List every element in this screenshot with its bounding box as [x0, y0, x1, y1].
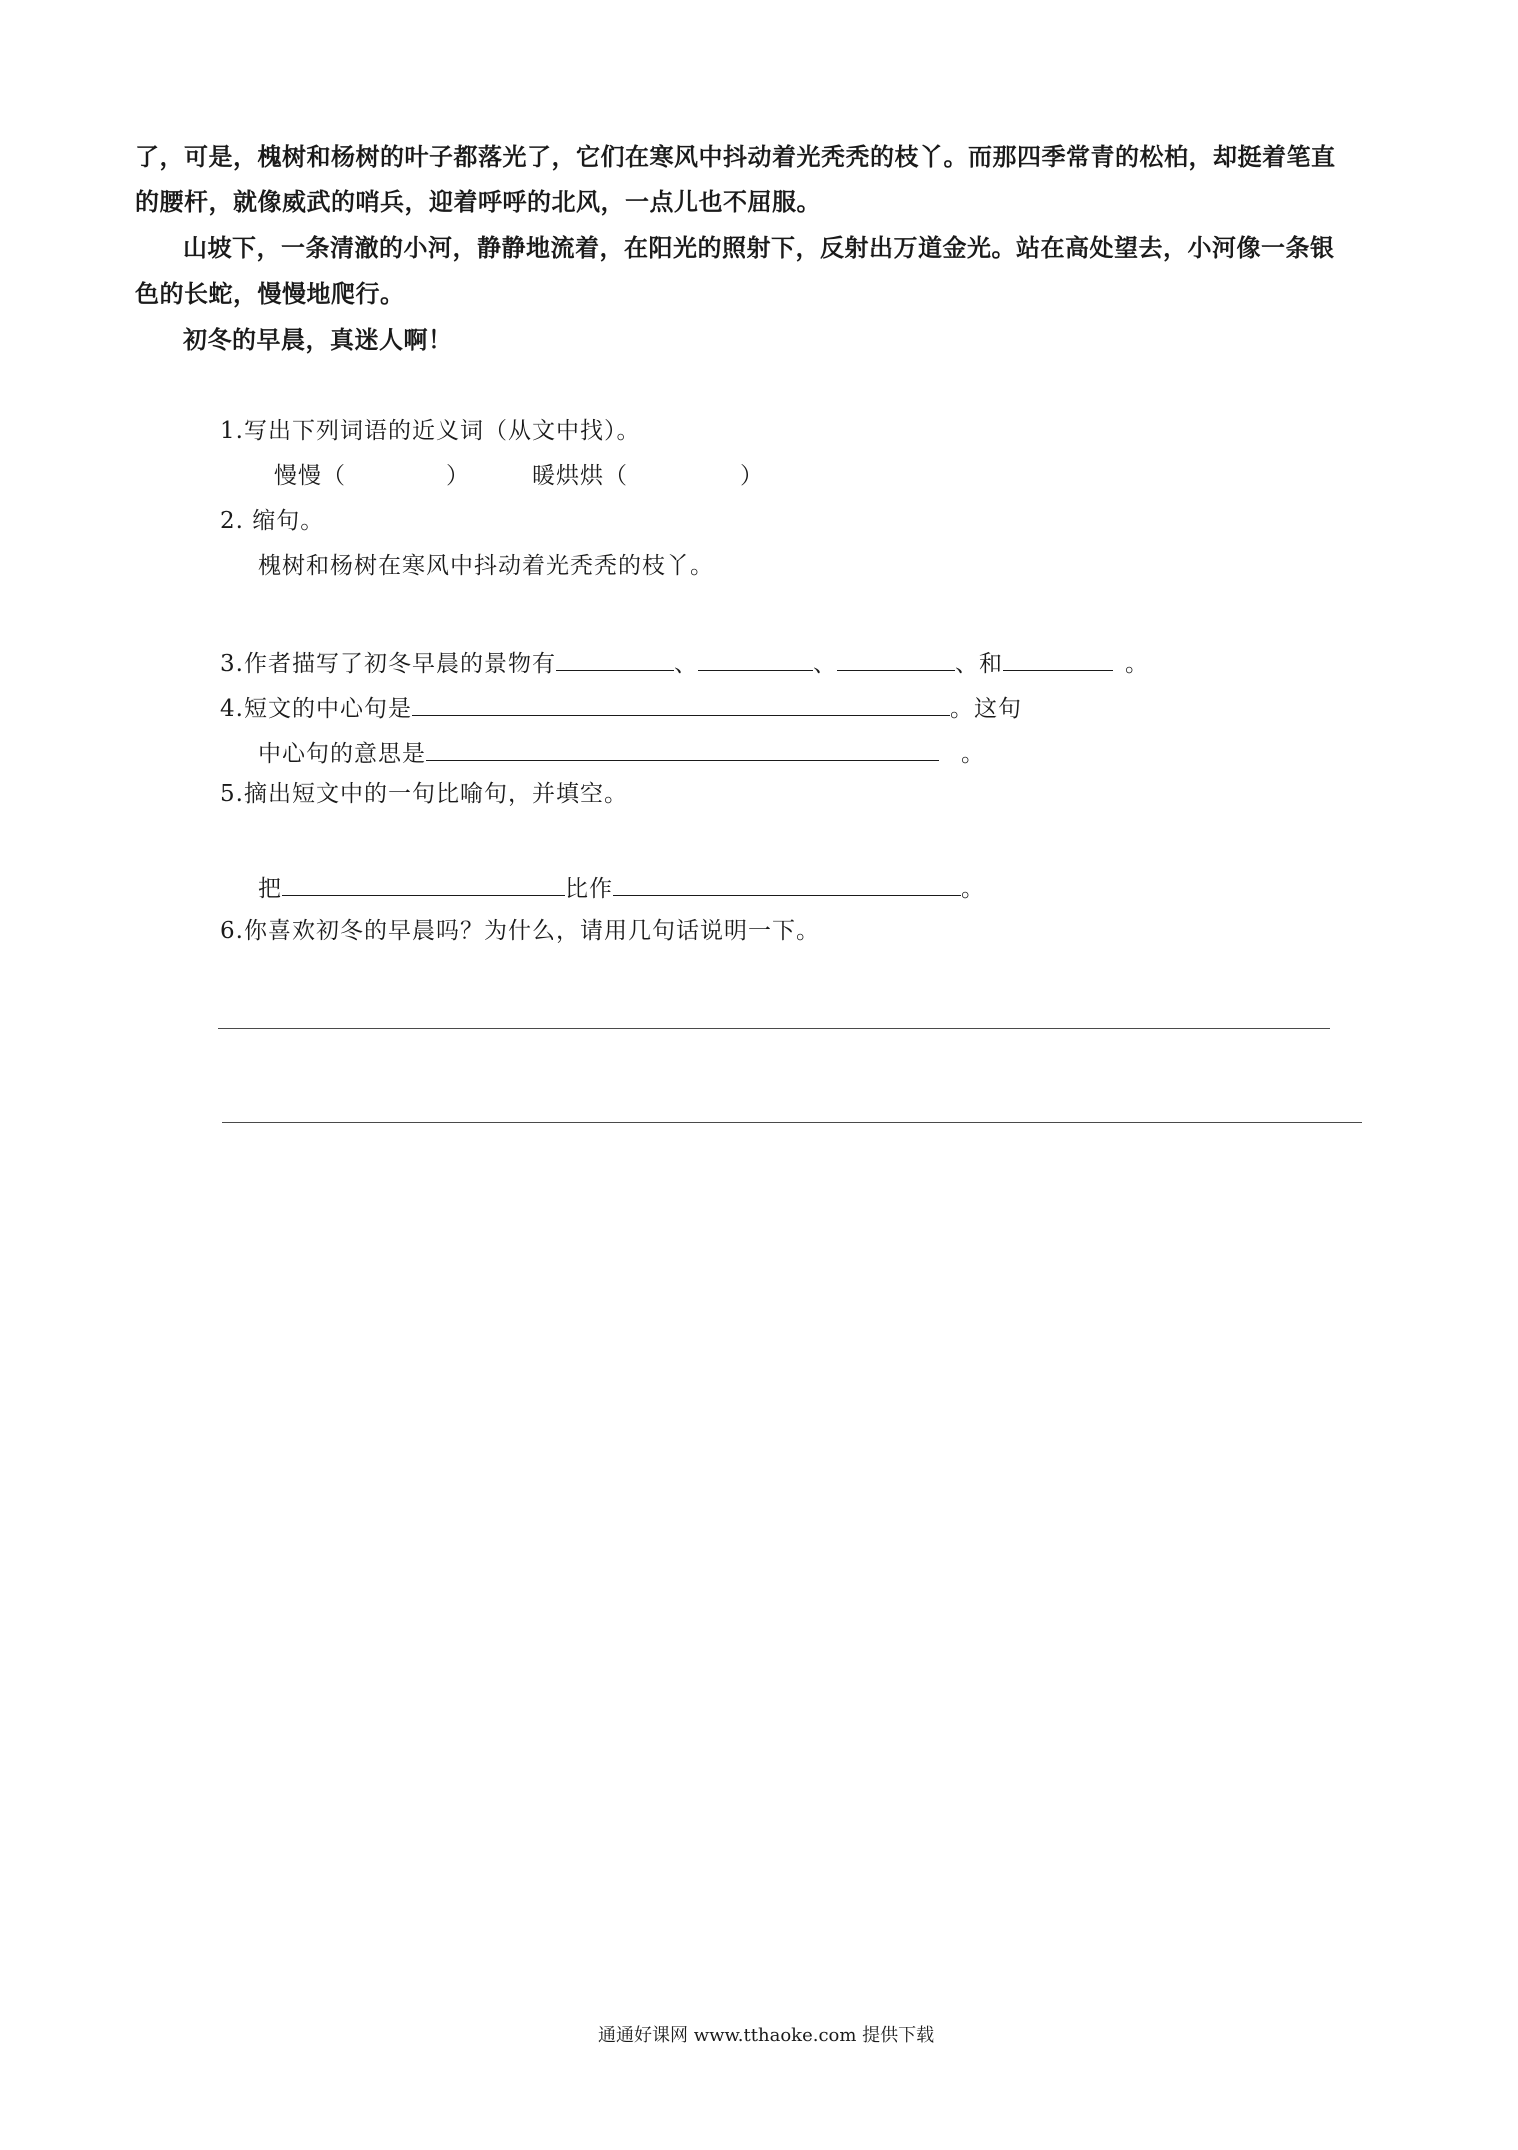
question-4-line-2: [258, 738, 985, 766]
question-2-title: 2. 缩句。: [220, 508, 325, 534]
footer-credit: 通通好课网 www.tthaoke.com 提供下载: [598, 2025, 935, 2046]
answer-line-1[interactable]: [218, 1028, 1330, 1029]
question-1-word-2: [532, 465, 764, 488]
blank-3d[interactable]: [1003, 648, 1113, 671]
question-1-title: 1.写出下列词语的近义词（从文中找）。: [220, 418, 641, 444]
question-4-suffix: 。这句: [949, 696, 1022, 722]
question-5-fill: [258, 873, 985, 901]
question-1-word-1: [274, 465, 470, 488]
ba-label: 把: [258, 876, 282, 902]
word-1-label: 慢慢（: [274, 463, 346, 489]
blank-5a[interactable]: [282, 873, 565, 896]
answer-line-2[interactable]: [222, 1122, 1362, 1123]
word-2-label: 暖烘烘（: [532, 463, 628, 489]
blank-3a[interactable]: [556, 648, 674, 671]
passage-line-2: 的腰杆，就像威武的哨兵，迎着呼呼的北风，一点儿也不屈服。: [135, 188, 821, 216]
sep-1: 、: [673, 651, 698, 677]
blank-4a[interactable]: [412, 693, 950, 716]
question-3-prefix: 3.作者描写了初冬早晨的景物有: [220, 651, 556, 677]
question-3-suffix: 。: [1124, 651, 1149, 677]
blank-5b[interactable]: [613, 873, 961, 896]
passage-line-5: 初冬的早晨，真迷人啊！: [183, 326, 453, 354]
blank-3c[interactable]: [837, 648, 955, 671]
question-4: [220, 693, 1022, 721]
passage-line-4: 色的长蛇，慢慢地爬行。: [135, 280, 405, 308]
blank-4b[interactable]: [426, 738, 939, 761]
passage-line-1: 了，可是，槐树和杨树的叶子都落光了，它们在寒风中抖动着光秃秃的枝丫。而那四季常青的松柏，却挺着笔直: [135, 143, 1336, 171]
question-3: [220, 648, 1149, 676]
sep-3: 、和: [954, 651, 1003, 677]
question-5-title: 5.摘出短文中的一句比喻句，并填空。: [220, 781, 628, 807]
word-1-close: ）: [446, 463, 470, 489]
question-4-prefix: 4.短文的中心句是: [220, 696, 412, 722]
question-5-suffix: 。: [961, 876, 985, 902]
word-2-close: ）: [740, 463, 764, 489]
question-4-line-2-suffix: 。: [961, 741, 985, 767]
passage-line-3: 山坡下，一条清澈的小河，静静地流着，在阳光的照射下，反射出万道金光。站在高处望去，小河像一条银: [183, 234, 1335, 262]
sep-2: 、: [812, 651, 837, 677]
blank-3b[interactable]: [698, 648, 813, 671]
bizuo-label: 比作: [565, 876, 613, 902]
question-4-line-2-prefix: 中心句的意思是: [258, 741, 426, 767]
question-6-title: 6.你喜欢初冬的早晨吗？为什么，请用几句话说明一下。: [220, 918, 820, 944]
question-2-sentence: 槐树和杨树在寒风中抖动着光秃秃的枝丫。: [258, 553, 714, 579]
